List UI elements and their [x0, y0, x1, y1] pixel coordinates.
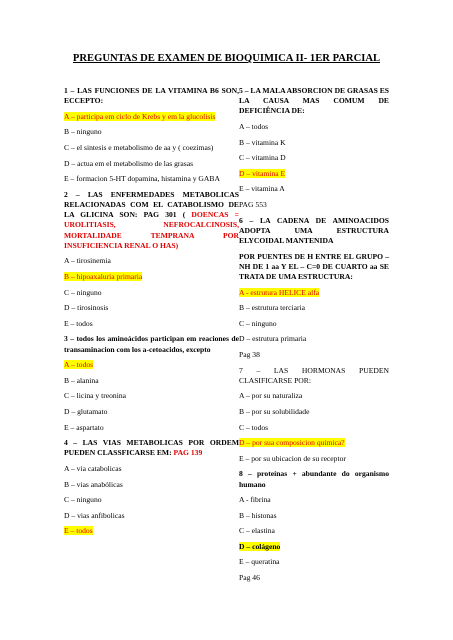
- question-6: 6 – LA CADENA DE AMINOACIDOS ADOPTA UMA ESTRUCTURA ELYCOIDAL MANTENIDA: [239, 215, 389, 245]
- option-5d: [239, 169, 389, 179]
- option-1d: D – actua em el metabolismo de las grasas: [64, 158, 194, 168]
- page-reference: Pag 38: [239, 349, 260, 359]
- option-5e: E – vitamina A: [239, 184, 285, 194]
- option-6c: C – ninguno: [239, 318, 277, 328]
- question-4-text: 4 – LAS VIAS METABOLICAS POR ORDEM PUEDEN CLASSFICARSE EM:: [64, 438, 239, 458]
- option-4d: D – vias anfibolicas: [64, 510, 125, 520]
- page-reference: PAG 139: [173, 448, 203, 458]
- option-6b: B – estrutura terciaria: [239, 303, 305, 313]
- question-7: 7 – LAS HORMONAS PUEDEN CLASIFICARSE POR:: [239, 365, 389, 385]
- option-7d: [239, 438, 389, 448]
- question-3: 3 – todos los aminoácidos participan em reaciones de transaminacion com los a-cetoacidos, excepto: [64, 334, 239, 354]
- option-1c: C – el sintesis e metabolismo de aa y ( coezimas): [64, 142, 214, 152]
- option-1a: [64, 112, 239, 122]
- question-2-text: 2 – LAS ENFERMEDADES METABOLICAS RELACIONADAS COM EL CATABOLISMO DE LA GLICINA SON: PAG 301 (: [64, 189, 239, 220]
- answer-highlight: B – hipoaxaluria primaria: [64, 271, 143, 281]
- option-7b: B – por su solubilidade: [239, 406, 310, 416]
- option-4a: A – via catabolicas: [64, 463, 122, 473]
- option-2a: A – tirosinemia: [64, 256, 111, 266]
- option-8d: [239, 542, 389, 552]
- option-8a: A - fibrina: [239, 495, 271, 505]
- option-4e: [64, 526, 239, 536]
- question-4: [64, 438, 239, 458]
- option-8e: E – queratina: [239, 557, 280, 567]
- option-5a: A – todos: [239, 122, 269, 131]
- option-3e: E – aspartato: [64, 422, 104, 432]
- answer-highlight: D – colágeno: [239, 541, 281, 551]
- option-2c: C – ninguno: [64, 287, 102, 297]
- option-4b: B – vias anabólicas: [64, 479, 123, 489]
- question-2: [64, 190, 239, 251]
- answer-highlight: E – todos: [64, 526, 93, 536]
- option-4c: C – ninguno: [64, 495, 102, 505]
- option-2e: E – todos: [64, 318, 93, 328]
- option-3c: C – licina y treonina: [64, 391, 126, 401]
- option-7c: C – todos: [239, 422, 269, 432]
- answer-highlight: D – vitamina E: [239, 168, 286, 178]
- page-reference: PAG 553: [239, 199, 267, 209]
- option-8b: B – histonas: [239, 510, 277, 520]
- option-2b: [64, 272, 239, 282]
- option-2d: D – tirosinosis: [64, 303, 109, 313]
- page-title: PREGUNTAS DE EXAMEN DE BIOQUIMICA II- 1ER PARCIAL: [72, 53, 381, 64]
- option-3a: [64, 360, 239, 370]
- option-3b: B – alanina: [64, 375, 99, 385]
- answer-highlight: A – participa em ciclo de Krebs y em la glucolisis: [64, 111, 216, 121]
- option-7a: A – por su naturaliza: [239, 391, 303, 401]
- answer-highlight: A – todos: [64, 360, 94, 370]
- option-1e: E – formacion 5-HT dopamina, histamina y GABA: [64, 174, 220, 184]
- answer-highlight: A - estrutura HELICE alfa: [239, 287, 320, 297]
- question-6-continued: POR PUENTES DE H ENTRE EL GRUPO –NH DE 1 aa Y EL – C=0 DE CUARTO aa SE TRATA DE UMA ESTRUCTURA:: [239, 251, 389, 281]
- option-6a: [239, 288, 389, 298]
- page-reference: Pag 46: [239, 573, 260, 583]
- answer-highlight: D – por sua composicion quimica?: [239, 438, 345, 448]
- option-1b: B – ninguno: [64, 127, 102, 137]
- question-5: 5 – LA MALA ABSORCION DE GRASAS ES LA CAUSA MAS COMUM DE DEFICIÊNCIA DE:: [239, 86, 390, 116]
- option-8c: C – elastina: [239, 526, 275, 536]
- option-5c: C – vitamina D: [239, 153, 286, 163]
- left-column: [64, 86, 239, 542]
- right-column: [239, 86, 389, 589]
- option-7e: E – por su ubicacion de su receptor: [239, 453, 346, 463]
- option-5b: B – vitamina K: [239, 137, 286, 147]
- option-6d: D – estrutura primaria: [239, 334, 307, 344]
- option-3d: D – glutamato: [64, 406, 108, 416]
- question-1: 1 – LAS FUNCIONES DE LA VITAMINA B6 SON, ECCEPTO:: [64, 86, 239, 106]
- question-8: 8 – proteínas + abundante do organismo humano: [239, 469, 389, 489]
- question-2-note: DOENCAS = UROLITIASIS, NEFROCALCINOSIS, MORTALIDADE TEMPRANA POR INSUFICIENCIA RENAL O HAS): [64, 210, 239, 250]
